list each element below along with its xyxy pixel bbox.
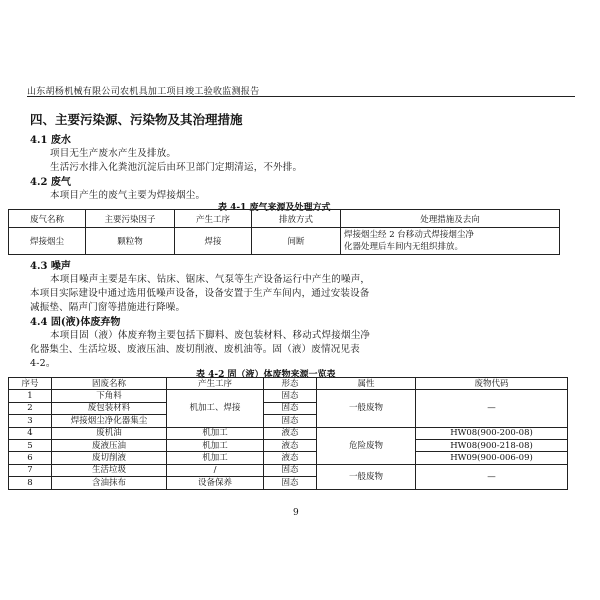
table-cell: 4 — [9, 427, 52, 439]
table-cell: 含油抹布 — [52, 477, 167, 489]
table-cell: 液态 — [264, 427, 317, 439]
table-cell: 6 — [9, 452, 52, 464]
treatment-line-1: 焊接烟尘经 2 台移动式焊接烟尘净 — [344, 230, 474, 240]
exhaust-table — [8, 209, 560, 255]
table-cell: 固态 — [264, 402, 317, 414]
page-number: 9 — [293, 508, 299, 518]
table-cell: 1 — [9, 390, 52, 402]
table-cell: 8 — [9, 477, 52, 489]
table-header-cell: 属性 — [317, 378, 416, 390]
wastewater-text-1: 项目无生产废水产生及排放。 — [50, 148, 177, 159]
table-cell — [341, 228, 560, 255]
table-header-cell: 序号 — [9, 378, 52, 390]
table-cell: HW09(900-006-09) — [416, 452, 568, 464]
table-cell: 废包装材料 — [52, 402, 167, 414]
table-cell: 液态 — [264, 452, 317, 464]
table-cell: 生活垃圾 — [52, 464, 167, 476]
noise-text-1: 本项目噪声主要是车床、钻床、锯床、气泵等生产设备运行中产生的噪声， — [50, 274, 371, 285]
table-cell: 一般废物 — [317, 390, 416, 427]
noise-text-2: 本项目实际建设中通过选用低噪声设备，设备安置于生产车间内，通过安装设备 — [30, 288, 370, 299]
table-cell: 机加工 — [167, 427, 264, 439]
table-cell: 2 — [9, 402, 52, 414]
table-header-cell: 处理措施及去向 — [341, 210, 560, 228]
table-cell: 废切削液 — [52, 452, 167, 464]
table-cell: 液态 — [264, 439, 317, 451]
table-header-cell: 排放方式 — [252, 210, 341, 228]
solid-text-2: 化器集尘、生活垃圾、废液压油、废切削液、废机油等。固（液）废情况见表 — [30, 344, 360, 355]
table-header-cell: 产生工序 — [175, 210, 252, 228]
table-cell: 焊接烟尘 — [9, 228, 86, 255]
table-cell: 7 — [9, 464, 52, 476]
table-cell: 颗粒物 — [86, 228, 175, 255]
table-cell: 固态 — [264, 477, 317, 489]
wastewater-text-2: 生活污水排入化粪池沉淀后由环卫部门定期清运，不外排。 — [50, 162, 303, 173]
table-header-row — [9, 210, 560, 228]
table-cell: 焊接 — [175, 228, 252, 255]
table-row — [9, 464, 568, 476]
table-row — [9, 452, 568, 464]
table-header-row — [9, 378, 568, 390]
table-cell: — — [416, 464, 568, 489]
table-row — [9, 228, 560, 255]
table-header-cell: 形态 — [264, 378, 317, 390]
table-cell: 固态 — [264, 390, 317, 402]
table-cell: 固态 — [264, 464, 317, 476]
table-cell: 下角料 — [52, 390, 167, 402]
table-cell: 5 — [9, 439, 52, 451]
table-cell: 机加工、焊接 — [167, 390, 264, 427]
table-cell: HW08(900-200-08) — [416, 427, 568, 439]
table-row — [9, 390, 568, 402]
section-title: 四、主要污染源、污染物及其治理措施 — [30, 112, 243, 127]
table2-caption: 表 4-2 固（液）体废物来源一览表 — [196, 370, 336, 380]
table-cell: HW08(900-218-08) — [416, 439, 568, 451]
table-cell: 危险废物 — [317, 427, 416, 464]
table-row — [9, 427, 568, 439]
table-cell: 机加工 — [167, 439, 264, 451]
table-header-cell: 废气名称 — [9, 210, 86, 228]
header-divider — [27, 96, 575, 97]
table-header-cell: 废物代码 — [416, 378, 568, 390]
solid-waste-table — [8, 377, 568, 490]
table-cell: 一般废物 — [317, 464, 416, 489]
heading-exhaust: 4.2 废气 — [30, 177, 71, 188]
table-cell: 焊接烟尘净化器集尘 — [52, 415, 167, 427]
table-header-cell: 固废名称 — [52, 378, 167, 390]
noise-text-3: 减振垫、隔声门窗等措施进行降噪。 — [30, 302, 186, 313]
table-header-cell: 产生工序 — [167, 378, 264, 390]
heading-wastewater: 4.1 废水 — [30, 135, 71, 146]
exhaust-text-1: 本项目产生的废气主要为焊接烟尘。 — [50, 190, 206, 201]
report-header: 山东胡杨机械有限公司农机具加工项目竣工验收监测报告 — [27, 87, 260, 97]
table1-caption: 表 4-1 废气来源及处理方式 — [218, 203, 331, 213]
table-header-cell: 主要污染因子 — [86, 210, 175, 228]
table-cell: — — [416, 390, 568, 427]
treatment-line-2: 化器处理后车间内无组织排放。 — [344, 242, 464, 252]
table-cell: 间断 — [252, 228, 341, 255]
heading-noise: 4.3 噪声 — [30, 261, 71, 272]
solid-text-3: 4-2。 — [30, 358, 56, 369]
heading-solid-waste: 4.4 固(液)体废弃物 — [30, 317, 121, 328]
table-cell: / — [167, 464, 264, 476]
table-cell: 固态 — [264, 415, 317, 427]
table-cell: 机加工 — [167, 452, 264, 464]
table-cell: 废机油 — [52, 427, 167, 439]
table-cell: 设备保养 — [167, 477, 264, 489]
table-row — [9, 439, 568, 451]
table-cell: 废液压油 — [52, 439, 167, 451]
table-cell: 3 — [9, 415, 52, 427]
solid-text-1: 本项目固（液）体废弃物主要包括下脚料、废包装材料、移动式焊接烟尘净 — [50, 330, 371, 341]
